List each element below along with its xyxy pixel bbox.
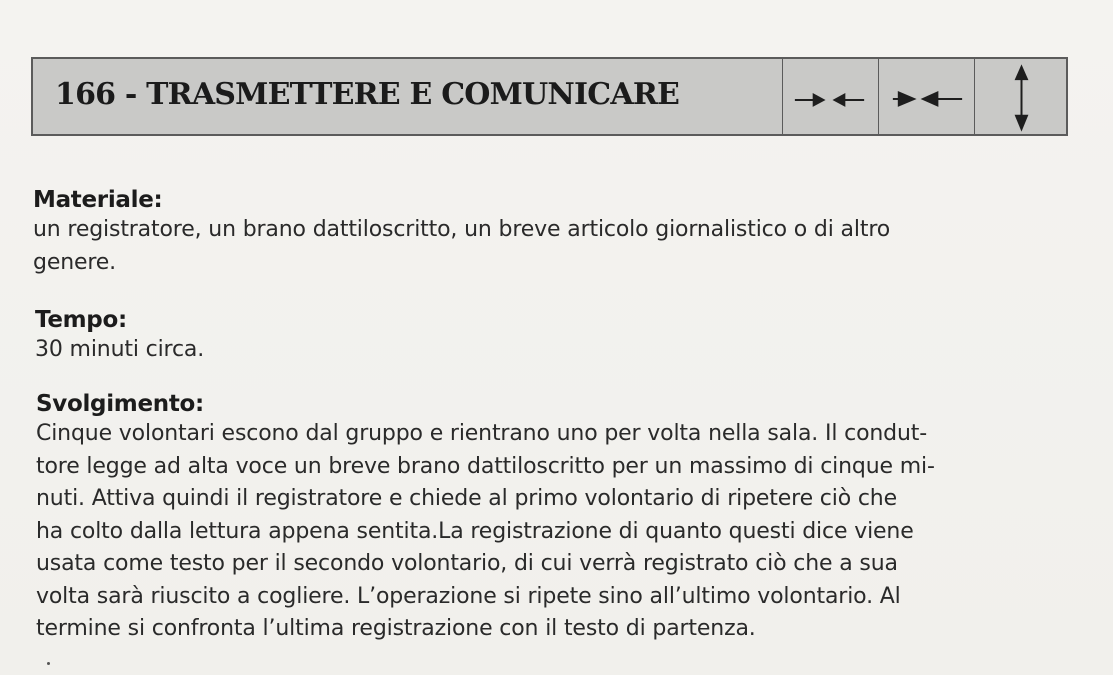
text-line: Cinque volontari escono dal gruppo e rientrano uno per volta nella sala. Il condut-	[36, 421, 928, 446]
text-line: volta sarà riuscito a cogliere. L’operazione si ripete sino all’ultimo volontario. Al	[36, 583, 901, 609]
svolgimento-section	[36, 390, 1081, 646]
materiale-text	[33, 214, 1078, 279]
text-line: usata come testo per il secondo volontario, di cui verrà registrato ciò che a sua	[36, 551, 898, 576]
page-speck	[47, 662, 50, 665]
text-line: tore legge ad alta voce un breve brano dattiloscritto per un massimo di cinque mi-	[36, 453, 935, 479]
arrows-inward-icon	[783, 58, 878, 135]
text-line: ha colto dalla lettura appena sentita.La registrazione di quanto questi dice viene	[36, 518, 914, 544]
text-line: 30 minuti circa.	[35, 337, 205, 362]
vertical-double-arrow-icon	[975, 58, 1068, 135]
arrows-converge-icon-cell	[878, 58, 974, 135]
vertical-double-arrow-icon-cell	[974, 58, 1068, 135]
arrows-converge-icon	[879, 58, 974, 135]
text-line: un registratore, un brano dattiloscritto, un breve articolo giornalistico o di altro	[33, 217, 891, 242]
tempo-section	[35, 306, 1080, 367]
arrows-inward-icon-cell	[782, 58, 878, 135]
tempo-text	[35, 334, 1080, 367]
svolgimento-text	[36, 418, 1081, 646]
activity-header	[31, 57, 1068, 136]
text-line: genere.	[33, 249, 117, 275]
text-line: termine si confronta l’ultima registrazione con il testo di partenza.	[36, 616, 756, 641]
svolgimento-heading: Svolgimento:	[36, 391, 204, 417]
tempo-heading: Tempo:	[35, 307, 127, 333]
text-line: nuti. Attiva quindi il registratore e chiede al primo volontario di ripetere ciò che	[36, 486, 897, 511]
activity-title: 166 - TRASMETTERE E COMUNICARE	[55, 77, 680, 112]
materiale-heading: Materiale:	[33, 187, 163, 213]
materiale-section	[33, 186, 1078, 279]
